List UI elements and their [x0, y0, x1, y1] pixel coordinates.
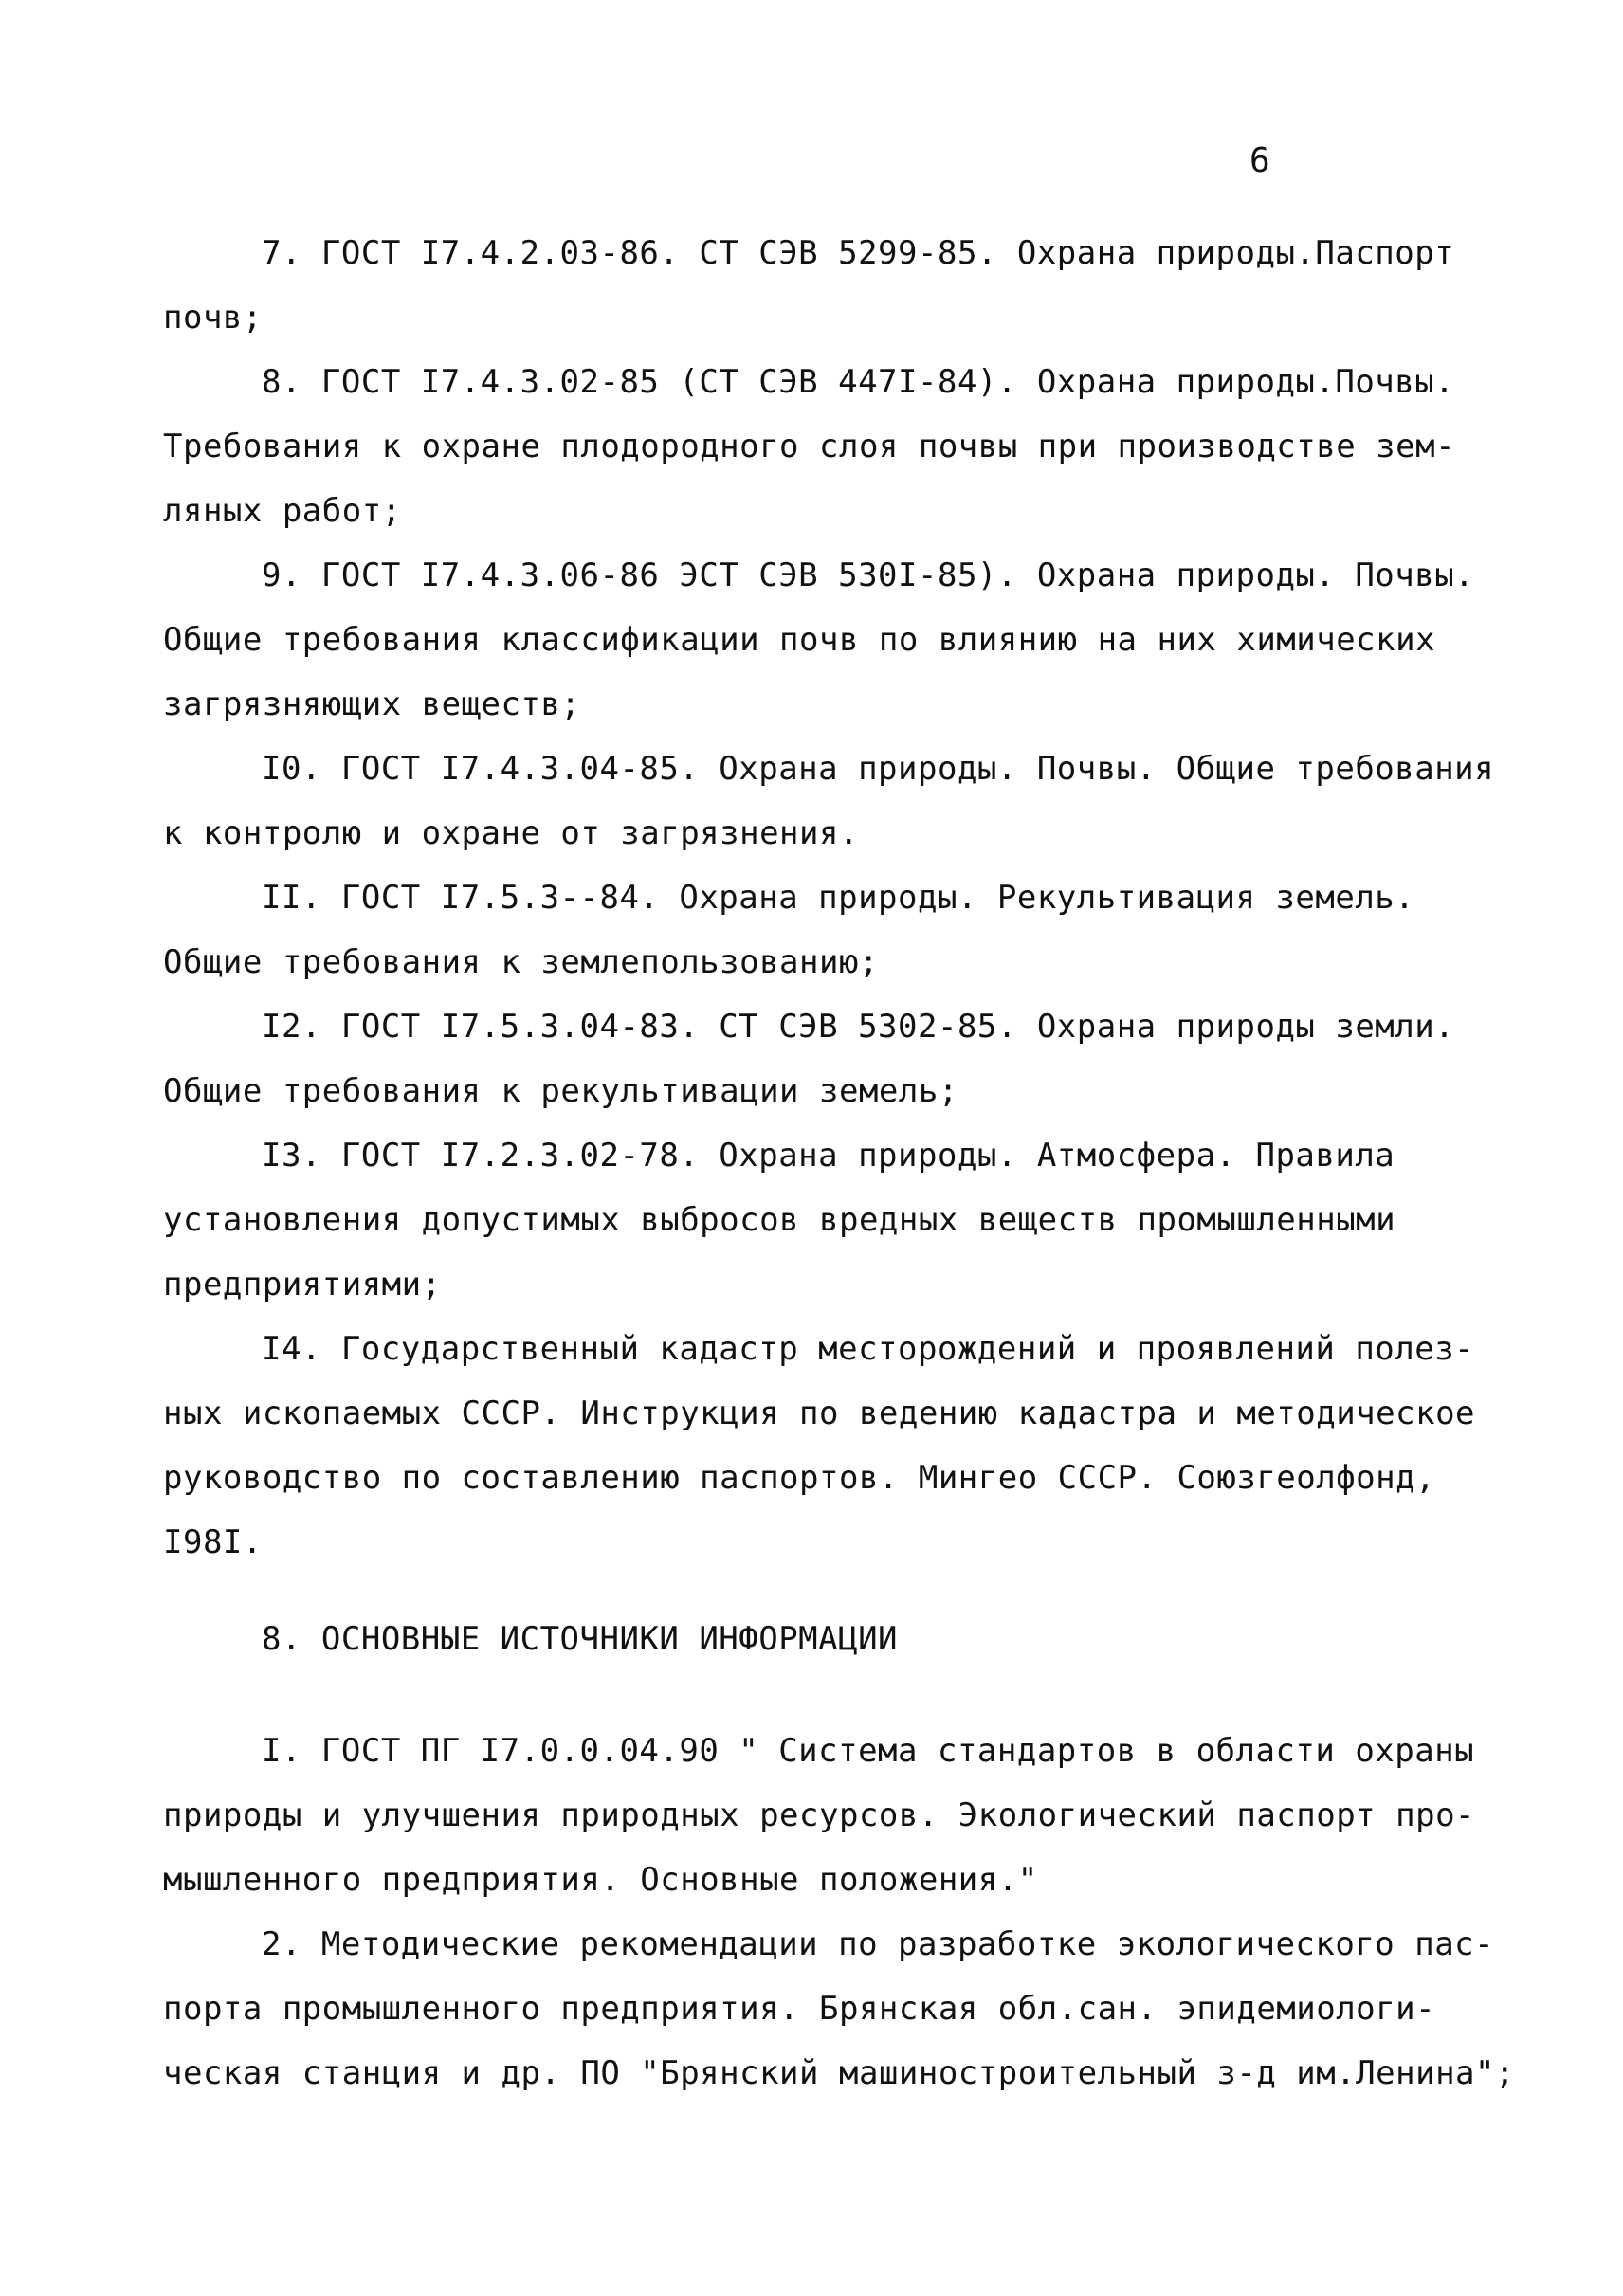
source-item-line: I. ГОСТ ПГ I7.0.0.04.90 " Система стандартов в области охраны: [262, 1732, 1475, 1770]
list-item-line: I2. ГОСТ I7.5.3.04-83. СТ СЭВ 5302-85. Охрана природы земли.: [262, 1008, 1455, 1046]
source-item: [163, 1923, 1515, 2117]
list-item-line: Требования к охране плодородного слоя почвы при производстве зем-: [163, 428, 1456, 465]
list-item-line: I4. Государственный кадастр месторождений и проявлений полез-: [262, 1330, 1475, 1368]
list-item-line: ных ископаемых СССР. Инструкция по ведению кадастра и методическое: [163, 1394, 1476, 1432]
source-item-line: порта промышленного предприятия. Брянская обл.сан. эпидемиологи-: [163, 1990, 1436, 2028]
list-item: [163, 1006, 1481, 1135]
list-item-line: загрязняющих веществ;: [163, 685, 581, 723]
list-item-line: установления допустимых выбросов вредных веществ промышленными: [163, 1201, 1396, 1239]
list-item-line: II. ГОСТ I7.5.3--84. Охрана природы. Рекультивация земель.: [262, 879, 1415, 917]
list-item-line: Общие требования классификации почв по влиянию на них химических: [163, 621, 1436, 659]
list-item-line: I98I.: [163, 1523, 263, 1561]
spacer: [163, 1683, 1481, 1730]
section-heading: 8. ОСНОВНЫЕ ИСТОЧНИКИ ИНФОРМАЦИИ: [262, 1620, 899, 1658]
list-item-line: 7. ГОСТ I7.4.2.03-86. СТ СЭВ 5299-85. Охрана природы.Паспорт: [262, 234, 1455, 272]
list-item: [163, 232, 1481, 361]
list-item-line: почв;: [163, 299, 263, 337]
list-item: [163, 1135, 1481, 1328]
source-item: [163, 1730, 1481, 1923]
spacer: [163, 1586, 1481, 1618]
list-item: [163, 877, 1481, 1006]
list-item: [163, 555, 1481, 748]
page-number: 6: [1249, 141, 1271, 180]
list-item: [163, 1328, 1481, 1586]
source-item-line: ческая станция и др. ПО "Брянский машиностроительный з-д им.Ленина";: [163, 2054, 1515, 2092]
list-item-line: руководство по составлению паспортов. Мингео СССР. Союзгеолфонд,: [163, 1459, 1436, 1497]
list-item-line: ляных работ;: [163, 492, 402, 530]
document-body: [163, 232, 1515, 2117]
list-item-line: I3. ГОСТ I7.2.3.02-78. Охрана природы. Атмосфера. Правила: [262, 1137, 1395, 1175]
list-item: [163, 748, 1495, 877]
list-item-line: 8. ГОСТ I7.4.3.02-85 (СТ СЭВ 447I-84). Охрана природы.Почвы.: [262, 363, 1455, 401]
list-item-line: к контролю и охране от загрязнения.: [163, 814, 859, 852]
source-item-line: природы и улучшения природных ресурсов. Экологический паспорт про-: [163, 1796, 1476, 1834]
list-item-line: предприятиями;: [163, 1266, 442, 1303]
list-item-line: 9. ГОСТ I7.4.3.06-86 ЭСТ СЭВ 530I-85). Охрана природы. Почвы.: [262, 556, 1475, 594]
source-item-line: мышленного предприятия. Основные положения.": [163, 1861, 1038, 1899]
list-item-line: Общие требования к землепользованию;: [163, 943, 879, 981]
source-item-line: 2. Методические рекомендации по разработке экологического пас-: [262, 1925, 1495, 1963]
list-item: [163, 361, 1481, 555]
list-item-line: I0. ГОСТ I7.4.3.04-85. Охрана природы. Почвы. Общие требования: [262, 750, 1495, 788]
list-item-line: Общие требования к рекультивации земель;: [163, 1072, 958, 1110]
